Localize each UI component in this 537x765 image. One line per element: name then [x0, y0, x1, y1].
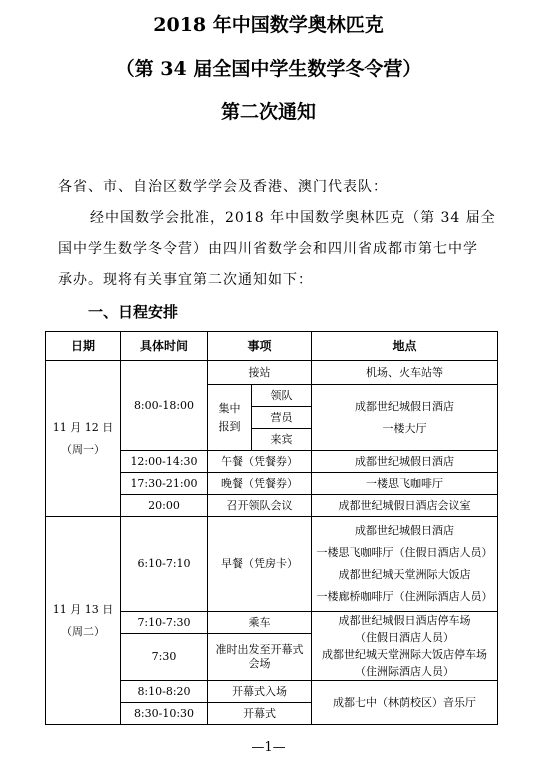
- place-line: （住洲际酒店人员）: [355, 665, 455, 678]
- item-cell-checkin: [208, 385, 252, 451]
- item-cell: 晚餐（凭餐券）: [208, 473, 312, 495]
- header-time: 具体时间: [121, 332, 208, 361]
- time-cell: 17:30-21:00: [121, 473, 208, 495]
- place-line: 成都世纪城假日酒店停车场: [338, 614, 471, 627]
- schedule-table: [45, 331, 498, 725]
- item-cell: 接站: [208, 361, 312, 385]
- sub-item-cell: 领队: [252, 385, 312, 407]
- checkin-label-a: 集中: [218, 401, 241, 415]
- greeting: 各省、市、自治区数学学会及香港、澳门代表队：: [58, 179, 388, 195]
- table-row: [46, 517, 498, 612]
- time-cell: 12:00-14:30: [121, 451, 208, 473]
- header-place: 地点: [312, 332, 498, 361]
- checkin-label-b: 报到: [218, 419, 241, 433]
- item-line: 准时出发至开幕式: [215, 643, 304, 657]
- body-line-1: 经中国数学会批准，2018 年中国数学奥林匹克（第 34 届全: [90, 210, 496, 226]
- place-line: 成都世纪城假日酒店: [355, 524, 455, 537]
- item-cell: 开幕式入场: [208, 681, 312, 703]
- date-cell-nov12: [46, 361, 121, 517]
- weekday-nov12: （周一）: [61, 442, 105, 456]
- sub-item-cell: 营员: [252, 407, 312, 429]
- table-header-row: [46, 332, 498, 361]
- item-cell: 开幕式: [208, 703, 312, 725]
- place-line: 一楼思飞咖啡厅（住假日酒店人员）: [316, 546, 493, 559]
- place-cell: 成都世纪城假日酒店: [312, 451, 498, 473]
- header-item: 事项: [208, 332, 312, 361]
- title-line-1: 2018 年中国数学奥林匹克: [153, 14, 384, 36]
- time-cell: 7:10-7:30: [121, 612, 208, 634]
- time-cell: 8:00-18:00: [121, 361, 208, 451]
- time-cell: 8:30-10:30: [121, 703, 208, 725]
- place-cell-breakfast: [312, 517, 498, 612]
- date-nov12: 11 月 12 日: [52, 420, 114, 434]
- date-nov13: 11 月 13 日: [52, 602, 114, 616]
- place-cell: 一楼思飞咖啡厅: [312, 473, 498, 495]
- place-line: （住假日酒店人员）: [355, 631, 455, 644]
- table-row: [46, 361, 498, 385]
- place-cell: 机场、火车站等: [312, 361, 498, 385]
- time-cell: 7:30: [121, 634, 208, 681]
- header-date: 日期: [46, 332, 121, 361]
- item-cell: 乘车: [208, 612, 312, 634]
- item-cell: 午餐（凭餐券）: [208, 451, 312, 473]
- place-line: 成都世纪城天堂洲际大饭店停车场: [322, 648, 488, 661]
- place-line: 一楼大厅: [382, 421, 427, 435]
- place-cell: 成都七中（林荫校区）音乐厅: [312, 681, 498, 725]
- item-cell: 早餐（凭房卡）: [208, 517, 312, 612]
- place-line: 成都世纪城假日酒店: [355, 399, 455, 413]
- title-line-2: （第 34 届全国中学生数学冬令营）: [115, 58, 422, 80]
- place-line: 一楼廊桥咖啡厅（住洲际酒店人员）: [316, 590, 493, 603]
- body-line-3: 承办。现将有关事宜第二次通知如下：: [58, 272, 313, 288]
- date-cell-nov13: [46, 517, 121, 725]
- body-line-2: 国中学生数学冬令营）由四川省数学会和四川省成都市第七中学: [58, 241, 478, 257]
- title-line-3: 第二次通知: [220, 101, 316, 123]
- section-heading-schedule: 一、日程安排: [88, 303, 179, 321]
- time-cell: 20:00: [121, 495, 208, 517]
- sub-item-cell: 来宾: [252, 429, 312, 451]
- weekday-nov13: （周二）: [61, 624, 105, 638]
- place-cell-bus: [312, 612, 498, 681]
- item-cell: 召开领队会议: [208, 495, 312, 517]
- time-cell: 6:10-7:10: [121, 517, 208, 612]
- time-cell: 8:10-8:20: [121, 681, 208, 703]
- place-line: 成都世纪城天堂洲际大饭店: [338, 568, 471, 581]
- place-cell-checkin: [312, 385, 498, 451]
- page-number: —1—: [251, 740, 286, 755]
- item-cell-depart: [208, 634, 312, 681]
- place-cell: 成都世纪城假日酒店会议室: [312, 495, 498, 517]
- item-line: 会场: [248, 657, 271, 671]
